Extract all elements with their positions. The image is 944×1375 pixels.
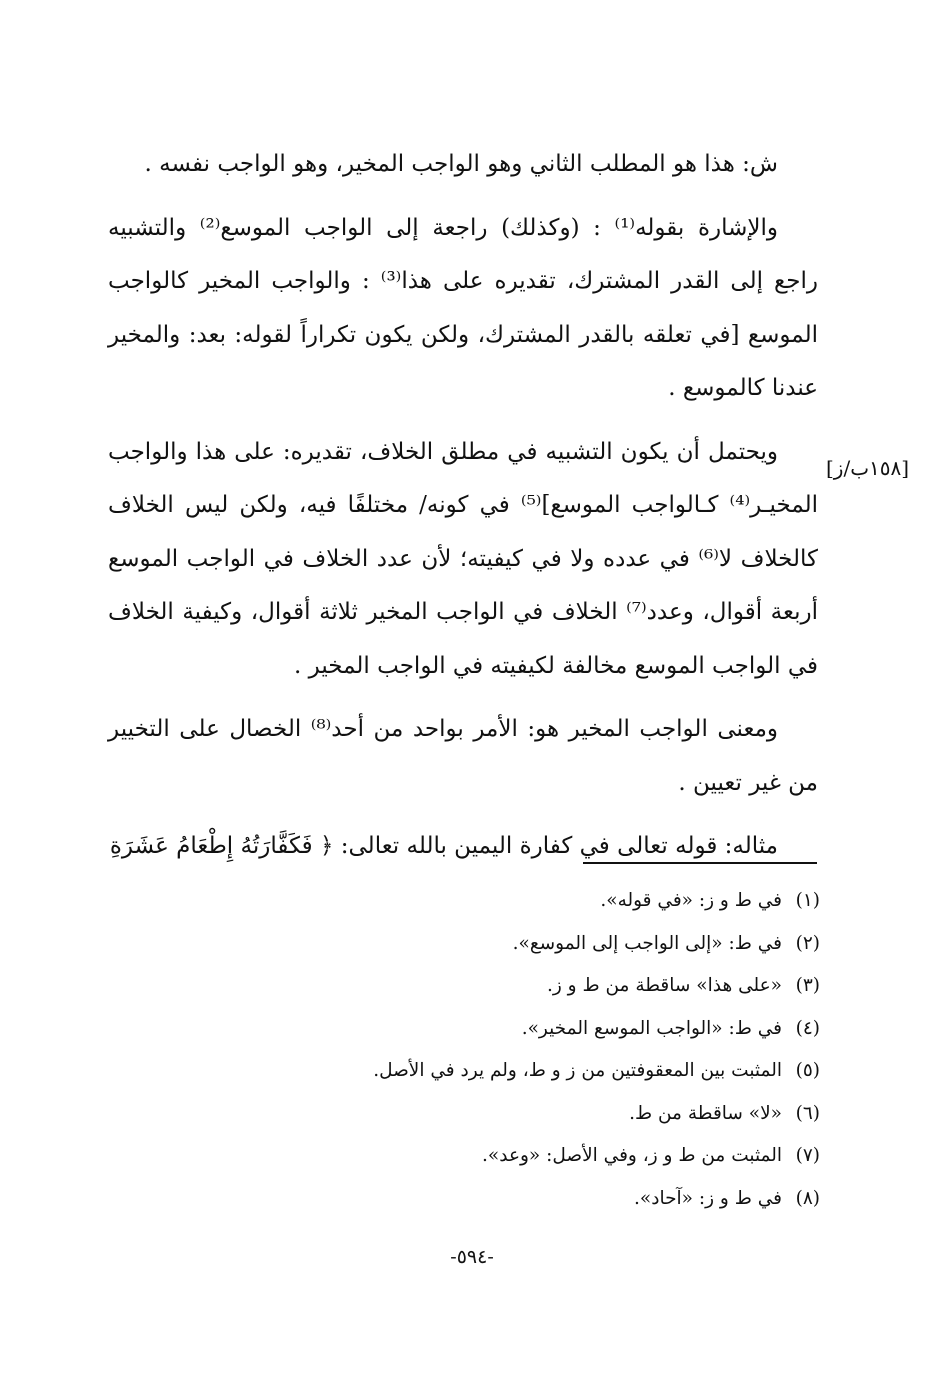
footnote (200, 880, 820, 923)
footnote-number: (٣) (795, 975, 820, 996)
footnote-number: (٨) (795, 1187, 820, 1209)
footnote-text: «لا» ساقطة من ط. (629, 1102, 782, 1124)
footnote-number: (٤) (795, 1017, 820, 1039)
footnote-text: في ط و ز: «في قوله». (600, 890, 782, 911)
footnote-text: المثبت من ط و ز، وفي الأصل: «وعد». (482, 1145, 782, 1166)
footnote-number: (٦) (795, 1102, 820, 1124)
footnote (200, 1135, 820, 1178)
footnote (200, 965, 820, 1008)
footnote-number: (٧) (795, 1145, 820, 1166)
footnote (200, 1178, 820, 1221)
footnote-text: في ط: «الواجب الموسع المخير». (521, 1017, 782, 1039)
footnote (200, 1093, 820, 1136)
paragraph: ومعنى الواجب المخير هو: الأمر بواحد من أحد⁽⁸⁾ الخصال على التخيير من غير تعيين . (108, 716, 818, 796)
manuscript-folio-note: [١٥٨ب/ز] (826, 456, 910, 480)
footnote-text: في ط و ز: «آحاد». (634, 1187, 782, 1209)
paragraph: ويحتمل أن يكون التشبيه في مطلق الخلاف، تقديره: على هذا والواجب المخيـر⁽⁴⁾ كـالواجب الموسع]⁽⁵⁾ في كونه/ مختلفًا فيه، ولكن ليس الخلاف كالخلاف لا⁽⁶⁾ في عدده ولا في كيفيته؛ لأن عدد الخلاف في الواجب الموسع أربعة أقوال، وعدد⁽⁷⁾ الخلاف في الواجب المخير ثلاثة أقوال، وكيفية الخلاف في الواجب الموسع مخالفة لكيفيته في الواجب المخير . (108, 438, 819, 679)
paragraph: مثاله: قوله تعالى في كفارة اليمين بالله تعالى: ﴿ فَكَفَّارَتُهُ إِطْعَامُ عَشَرَةِ (109, 833, 778, 859)
paragraph: والإشارة بقوله⁽¹⁾ : (وكذلك) راجعة إلى الواجب الموسع⁽²⁾ والتشبيه راجع إلى القدر المشترك، تقديره على هذا⁽³⁾ : والواجب المخير كالواجب الموسع [في تعلقه بالقدر المشترك، ولكن يكون تكراراً لقوله: بعد: والمخير عندنا كالموسع . (108, 214, 818, 401)
footnotes (200, 880, 820, 1220)
footnote (200, 1008, 820, 1051)
footnote-text: «على هذا» ساقطة من ط و ز. (546, 975, 782, 996)
footnote (200, 1050, 820, 1093)
footnote-text: المثبت بين المعقوفتين من ز و ط، ولم يرد في الأصل. (373, 1060, 782, 1081)
footnote-text: في ط: «إلى الواجب إلى الموسع». (512, 932, 782, 954)
footnote-number: (١) (795, 890, 820, 911)
footnote (200, 923, 820, 966)
page-number: -٥٩٤- (450, 1246, 494, 1268)
footnote-divider (583, 862, 817, 864)
footnote-number: (٥) (795, 1060, 820, 1081)
main-text (108, 138, 818, 884)
paragraph: ش: هذا هو المطلب الثاني وهو الواجب المخير، وهو الواجب نفسه . (144, 151, 778, 177)
footnote-number: (٢) (795, 932, 820, 954)
